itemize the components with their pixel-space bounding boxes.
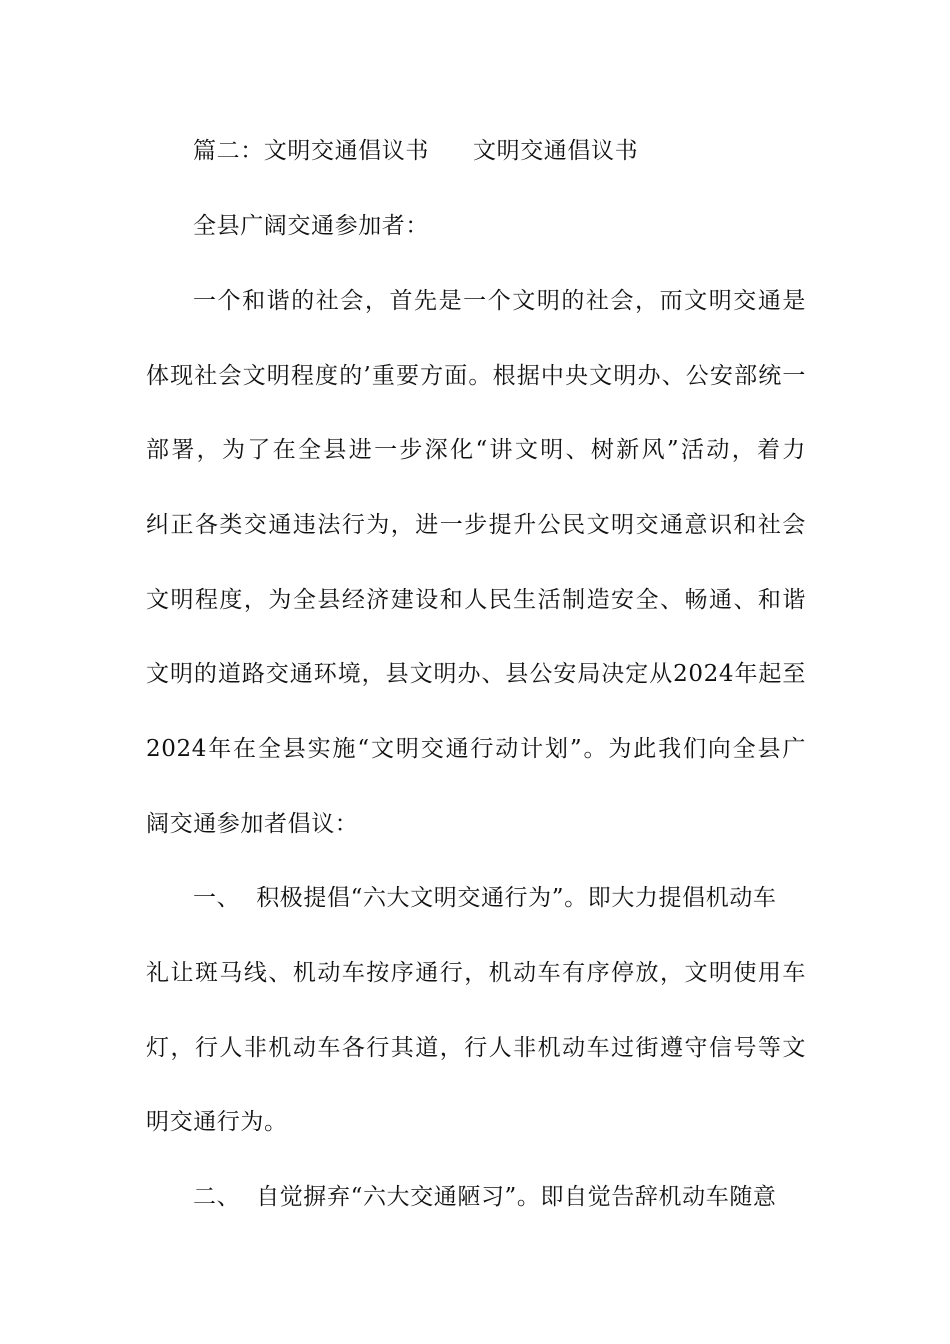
heading-part-1: 篇二：文明交通倡议书 (193, 138, 429, 164)
heading-part-2: 文明交通倡议书 (473, 138, 639, 164)
paragraph-1-line-6: 文明的道路交通环境，县文明办、县公安局决定从2024年起至 (146, 661, 806, 687)
item-2-line-1 (193, 1182, 806, 1212)
paragraph-1-line-5: 文明程度，为全县经济建设和人民生活制造安全、畅通、和谐 (146, 587, 806, 613)
item-1-line-4: 明交通行为。 (146, 1109, 288, 1135)
item-1-line-2: 礼让斑马线、机动车按序通行，机动车有序停放，文明使用车 (146, 960, 806, 986)
paragraph-1-line-3: 部署，为了在全县进一步深化“讲文明、树新风”活动，着力 (146, 437, 806, 463)
item-2-text-first: 自觉摒弃“六大交通陋习”。即自觉告辞机动车随意 (256, 1184, 777, 1210)
paragraph-1-line-7: 2024年在全县实施“文明交通行动计划”。为此我们向全县广 (146, 736, 806, 762)
item-1-number: 一、 (193, 885, 241, 911)
salutation: 全县广阔交通参加者： (193, 213, 429, 239)
item-2-number: 二、 (193, 1184, 241, 1210)
item-1-line-3: 灯，行人非机动车各行其道，行人非机动车过街遵守信号等文 (146, 1035, 806, 1061)
paragraph-1-line-8: 阔交通参加者倡议： (146, 811, 359, 837)
paragraph-1-line-2: 体现社会文明程度的’重要方面。根据中央文明办、公安部统一 (146, 363, 806, 389)
paragraph-1-line-1: 一个和谐的社会，首先是一个文明的社会，而文明交通是 (193, 288, 806, 314)
item-1-text-first: 积极提倡“六大文明交通行为”。即大力提倡机动车 (256, 885, 777, 911)
item-1-line-1 (193, 883, 806, 913)
paragraph-1-line-4: 纠正各类交通违法行为，进一步提升公民文明交通意识和社会 (146, 512, 806, 538)
document-heading (193, 136, 806, 166)
